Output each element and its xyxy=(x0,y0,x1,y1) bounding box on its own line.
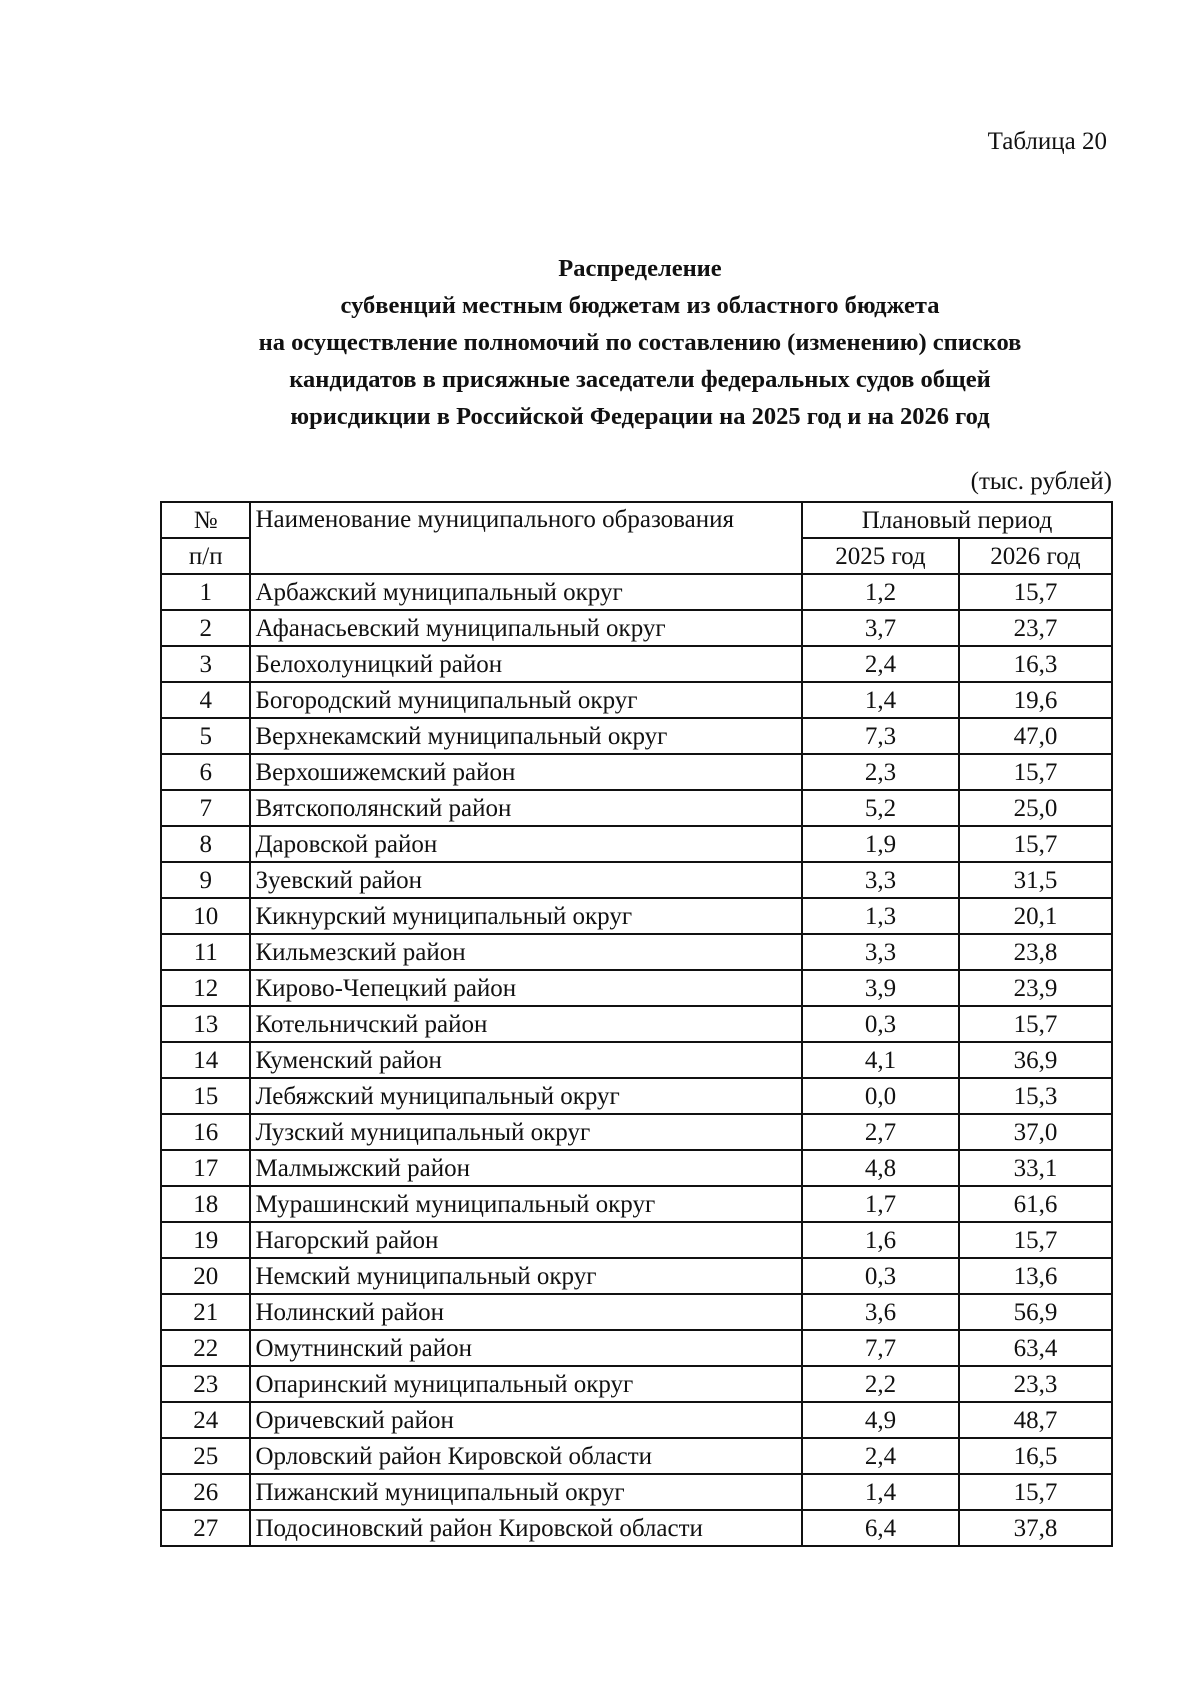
row-name: Верхнекамский муниципальный округ xyxy=(250,718,802,754)
row-value-2026: 15,7 xyxy=(959,754,1112,790)
table-row xyxy=(161,1114,1112,1150)
row-name: Белохолуницкий район xyxy=(250,646,802,682)
row-value-2025: 2,4 xyxy=(802,1438,959,1474)
row-name: Мурашинский муниципальный округ xyxy=(250,1186,802,1222)
table-row xyxy=(161,826,1112,862)
table-row xyxy=(161,934,1112,970)
row-number: 12 xyxy=(161,970,250,1006)
subvention-table xyxy=(160,501,1113,1547)
table-row xyxy=(161,574,1112,610)
row-number: 14 xyxy=(161,1042,250,1078)
row-value-2025: 2,7 xyxy=(802,1114,959,1150)
row-name: Богородский муниципальный округ xyxy=(250,682,802,718)
table-row xyxy=(161,1402,1112,1438)
title-line: Распределение xyxy=(558,255,722,282)
table-row xyxy=(161,1330,1112,1366)
header-num-line2: п/п xyxy=(161,538,250,574)
row-number: 27 xyxy=(161,1510,250,1546)
table-row xyxy=(161,1294,1112,1330)
row-value-2025: 2,2 xyxy=(802,1366,959,1402)
row-name: Кикнурский муниципальный округ xyxy=(250,898,802,934)
row-value-2025: 1,2 xyxy=(802,574,959,610)
row-number: 13 xyxy=(161,1006,250,1042)
row-value-2025: 1,9 xyxy=(802,826,959,862)
row-name: Котельничский район xyxy=(250,1006,802,1042)
row-value-2025: 3,3 xyxy=(802,934,959,970)
row-value-2025: 2,4 xyxy=(802,646,959,682)
row-number: 10 xyxy=(161,898,250,934)
row-value-2026: 15,3 xyxy=(959,1078,1112,1114)
table-row xyxy=(161,1042,1112,1078)
row-value-2026: 23,8 xyxy=(959,934,1112,970)
row-value-2026: 37,0 xyxy=(959,1114,1112,1150)
row-name: Кильмезский район xyxy=(250,934,802,970)
row-number: 26 xyxy=(161,1474,250,1510)
row-value-2026: 23,3 xyxy=(959,1366,1112,1402)
row-number: 25 xyxy=(161,1438,250,1474)
row-name: Подосиновский район Кировской области xyxy=(250,1510,802,1546)
table-row xyxy=(161,682,1112,718)
row-name: Оричевский район xyxy=(250,1402,802,1438)
row-value-2025: 0,3 xyxy=(802,1258,959,1294)
row-value-2026: 15,7 xyxy=(959,574,1112,610)
table-row xyxy=(161,1510,1112,1546)
row-name: Афанасьевский муниципальный округ xyxy=(250,610,802,646)
row-name: Зуевский район xyxy=(250,862,802,898)
table-row xyxy=(161,1258,1112,1294)
row-value-2026: 16,5 xyxy=(959,1438,1112,1474)
row-name: Верхошижемский район xyxy=(250,754,802,790)
row-value-2025: 4,8 xyxy=(802,1150,959,1186)
table-row xyxy=(161,718,1112,754)
row-number: 18 xyxy=(161,1186,250,1222)
row-value-2025: 3,3 xyxy=(802,862,959,898)
title-line: юрисдикции в Российской Федерации на 2025 год и на 2026 год xyxy=(290,403,990,430)
row-number: 23 xyxy=(161,1366,250,1402)
table-row xyxy=(161,646,1112,682)
row-value-2026: 63,4 xyxy=(959,1330,1112,1366)
row-value-2026: 25,0 xyxy=(959,790,1112,826)
row-name: Нолинский район xyxy=(250,1294,802,1330)
table-row xyxy=(161,862,1112,898)
header-year-2026: 2026 год xyxy=(959,538,1112,574)
table-row xyxy=(161,898,1112,934)
row-number: 17 xyxy=(161,1150,250,1186)
header-year-2025: 2025 год xyxy=(802,538,959,574)
table-row xyxy=(161,1222,1112,1258)
row-number: 22 xyxy=(161,1330,250,1366)
header-num-line1: № xyxy=(161,502,250,538)
table-header xyxy=(161,502,1112,574)
row-value-2026: 36,9 xyxy=(959,1042,1112,1078)
row-name: Омутнинский район xyxy=(250,1330,802,1366)
row-number: 19 xyxy=(161,1222,250,1258)
row-value-2025: 0,3 xyxy=(802,1006,959,1042)
row-value-2025: 2,3 xyxy=(802,754,959,790)
row-value-2026: 15,7 xyxy=(959,1222,1112,1258)
row-value-2025: 1,4 xyxy=(802,1474,959,1510)
table-row xyxy=(161,970,1112,1006)
header-name: Наименование муниципального образования xyxy=(250,502,802,574)
row-value-2025: 3,9 xyxy=(802,970,959,1006)
row-value-2026: 47,0 xyxy=(959,718,1112,754)
row-name: Вятскополянский район xyxy=(250,790,802,826)
row-value-2025: 3,6 xyxy=(802,1294,959,1330)
row-value-2025: 1,6 xyxy=(802,1222,959,1258)
row-name: Кирово-Чепецкий район xyxy=(250,970,802,1006)
table-row xyxy=(161,1150,1112,1186)
table-row xyxy=(161,1366,1112,1402)
table-label: Таблица 20 xyxy=(987,128,1107,155)
table-row xyxy=(161,1438,1112,1474)
row-number: 4 xyxy=(161,682,250,718)
row-value-2026: 15,7 xyxy=(959,1006,1112,1042)
row-number: 9 xyxy=(161,862,250,898)
row-number: 21 xyxy=(161,1294,250,1330)
row-number: 6 xyxy=(161,754,250,790)
title-line: на осуществление полномочий по составлению (изменению) списков xyxy=(258,329,1022,356)
row-number: 5 xyxy=(161,718,250,754)
row-value-2025: 0,0 xyxy=(802,1078,959,1114)
row-number: 3 xyxy=(161,646,250,682)
row-name: Пижанский муниципальный округ xyxy=(250,1474,802,1510)
table-row xyxy=(161,1078,1112,1114)
row-number: 7 xyxy=(161,790,250,826)
row-value-2025: 4,9 xyxy=(802,1402,959,1438)
row-name: Арбажский муниципальный округ xyxy=(250,574,802,610)
table-body xyxy=(161,574,1112,1546)
row-value-2025: 7,3 xyxy=(802,718,959,754)
row-name: Малмыжский район xyxy=(250,1150,802,1186)
row-value-2026: 33,1 xyxy=(959,1150,1112,1186)
units-note: (тыс. рублей) xyxy=(970,468,1112,495)
table-row xyxy=(161,610,1112,646)
row-value-2026: 31,5 xyxy=(959,862,1112,898)
row-value-2026: 16,3 xyxy=(959,646,1112,682)
document-title xyxy=(150,250,1130,435)
row-name: Куменский район xyxy=(250,1042,802,1078)
row-value-2025: 7,7 xyxy=(802,1330,959,1366)
row-value-2025: 1,3 xyxy=(802,898,959,934)
row-number: 8 xyxy=(161,826,250,862)
row-number: 15 xyxy=(161,1078,250,1114)
row-name: Опаринский муниципальный округ xyxy=(250,1366,802,1402)
row-value-2025: 1,7 xyxy=(802,1186,959,1222)
row-name: Лебяжский муниципальный округ xyxy=(250,1078,802,1114)
row-value-2026: 48,7 xyxy=(959,1402,1112,1438)
row-value-2025: 3,7 xyxy=(802,610,959,646)
row-name: Орловский район Кировской области xyxy=(250,1438,802,1474)
row-value-2026: 23,7 xyxy=(959,610,1112,646)
row-number: 11 xyxy=(161,934,250,970)
row-name: Лузский муниципальный округ xyxy=(250,1114,802,1150)
row-name: Немский муниципальный округ xyxy=(250,1258,802,1294)
row-value-2026: 15,7 xyxy=(959,1474,1112,1510)
row-value-2026: 61,6 xyxy=(959,1186,1112,1222)
row-number: 24 xyxy=(161,1402,250,1438)
title-line: кандидатов в присяжные заседатели федеральных судов общей xyxy=(289,366,991,393)
row-value-2026: 23,9 xyxy=(959,970,1112,1006)
row-value-2026: 56,9 xyxy=(959,1294,1112,1330)
row-number: 16 xyxy=(161,1114,250,1150)
table-row xyxy=(161,790,1112,826)
table-row xyxy=(161,754,1112,790)
row-value-2025: 4,1 xyxy=(802,1042,959,1078)
row-value-2026: 20,1 xyxy=(959,898,1112,934)
row-number: 20 xyxy=(161,1258,250,1294)
row-value-2025: 6,4 xyxy=(802,1510,959,1546)
table-row xyxy=(161,1186,1112,1222)
row-value-2025: 1,4 xyxy=(802,682,959,718)
table-row xyxy=(161,1006,1112,1042)
row-value-2026: 15,7 xyxy=(959,826,1112,862)
row-value-2025: 5,2 xyxy=(802,790,959,826)
row-name: Даровской район xyxy=(250,826,802,862)
header-period: Плановый период xyxy=(802,502,1112,538)
row-number: 1 xyxy=(161,574,250,610)
row-name: Нагорский район xyxy=(250,1222,802,1258)
row-value-2026: 37,8 xyxy=(959,1510,1112,1546)
row-value-2026: 13,6 xyxy=(959,1258,1112,1294)
table-row xyxy=(161,1474,1112,1510)
row-value-2026: 19,6 xyxy=(959,682,1112,718)
title-line: субвенций местным бюджетам из областного бюджета xyxy=(340,292,940,319)
row-number: 2 xyxy=(161,610,250,646)
